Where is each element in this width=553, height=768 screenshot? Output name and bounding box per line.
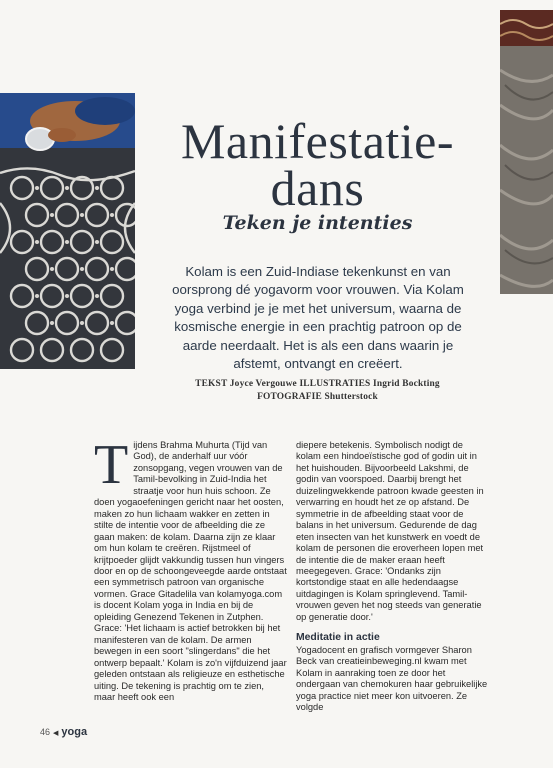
kolam-photo-left (0, 93, 135, 369)
article-intro: Kolam is een Zuid-Indiase tekenkunst en van oorsprong dé yogavorm voor vrouwen. Via Kolam yoga verbind je je met het universum, waarna de kosmische energie in een prachtig patroon op de aarde neerdaalt. Het is als een dans waarin je afstemt, ontvangt en creëert. (172, 264, 464, 372)
body-text-right-1: diepere betekenis. Symbolisch nodigt de kolam een hindoeïstische god of godin uit in het huishouden. Bijvoorbeeld Lakshmi, de godin van voorspoed. Daarbij brengt het duizelingwekkende patroon kwade geesten in verwarring en houdt het ze op afstand. De symmetrie in de afbeelding staat voor de balans in het universum. Gedurende de dag eten insecten van het kunstwerk en voedt de kolam de personen die eroverheen lopen met de intentie die de maker eraan heeft meegegeven. Grace: 'Ondanks zijn kortstondige staat en alle hedendaagse uitdagingen is Kolam springlevend. Tamil-vrouwen geven het nog steeds van generatie op generatie door.' (296, 440, 484, 622)
drop-cap: T (94, 434, 129, 496)
body-paragraph (94, 434, 287, 703)
section-heading: Meditatie in actie (296, 632, 380, 644)
body-text-left: ijdens Brahma Muhurta (Tijd van God), de anderhalf uur vóór zonsopgang, vegen vrouwen van de Tamil-bevolking in Zuid-India het straatje voor hun huis schoon. Ze doen yogaoefeningen gericht naar het oosten, maken zo hun lichaam wakker en zetten in stilte de intentie voor de afbeelding die ze gaan maken: de kolam. Daarna zijn ze klaar om hun kolam te creëren. Rijstmeel of krijtpoeder glijdt vakkundig tussen hun vingers door en op de schoongeveegde aarde ontstaat een symmetrisch patroon van organische vormen. Grace Gitadelila van kolamyoga.com is docent Kolam yoga in India en bij de opleiding Genezend Tekenen in Zutphen. Grace: 'Het lichaam is actief betrokken bij het manifesteren van de kolam. De armen bewegen in een soort "slingerdans" die het ontwerp bepaalt.' Kolam is zo'n vijfduizend jaar geleden ontstaan als religieuze en esthetische uiting. De tekening is prachtig om te zien, maar heeft ook een (94, 440, 287, 702)
body-text-right-2: Yogadocent en grafisch vormgever Sharon Beck van creatieinbeweging.nl kwam met Kolam in aanraking toen ze door het ondergaan van chemokuren haar gebruikelijke yoga practice niet meer kon uitvoeren. Ze volgde (296, 644, 488, 712)
body-column-right (296, 440, 489, 713)
page-footer (40, 726, 87, 738)
credits-photography: FOTOGRAFIE Shutterstock (257, 392, 378, 402)
sand-pattern-illustration (500, 10, 553, 294)
credits-text-illustrations: TEKST Joyce Vergouwe ILLUSTRATIES Ingrid Bockting (195, 379, 440, 389)
article-credits (150, 378, 485, 404)
kolam-photo-right (500, 10, 553, 294)
title-line-2: dans (270, 160, 365, 216)
triangle-left-icon: ◀ (53, 730, 59, 737)
page-number: 46 (40, 727, 51, 737)
title-line-1: Manifestatie- (180, 113, 455, 169)
article-subtitle: Teken je intenties (222, 212, 413, 234)
article-title (150, 113, 485, 216)
section-name: yoga (61, 726, 88, 738)
body-column-left (94, 434, 287, 703)
kolam-drawing-illustration (0, 93, 135, 369)
